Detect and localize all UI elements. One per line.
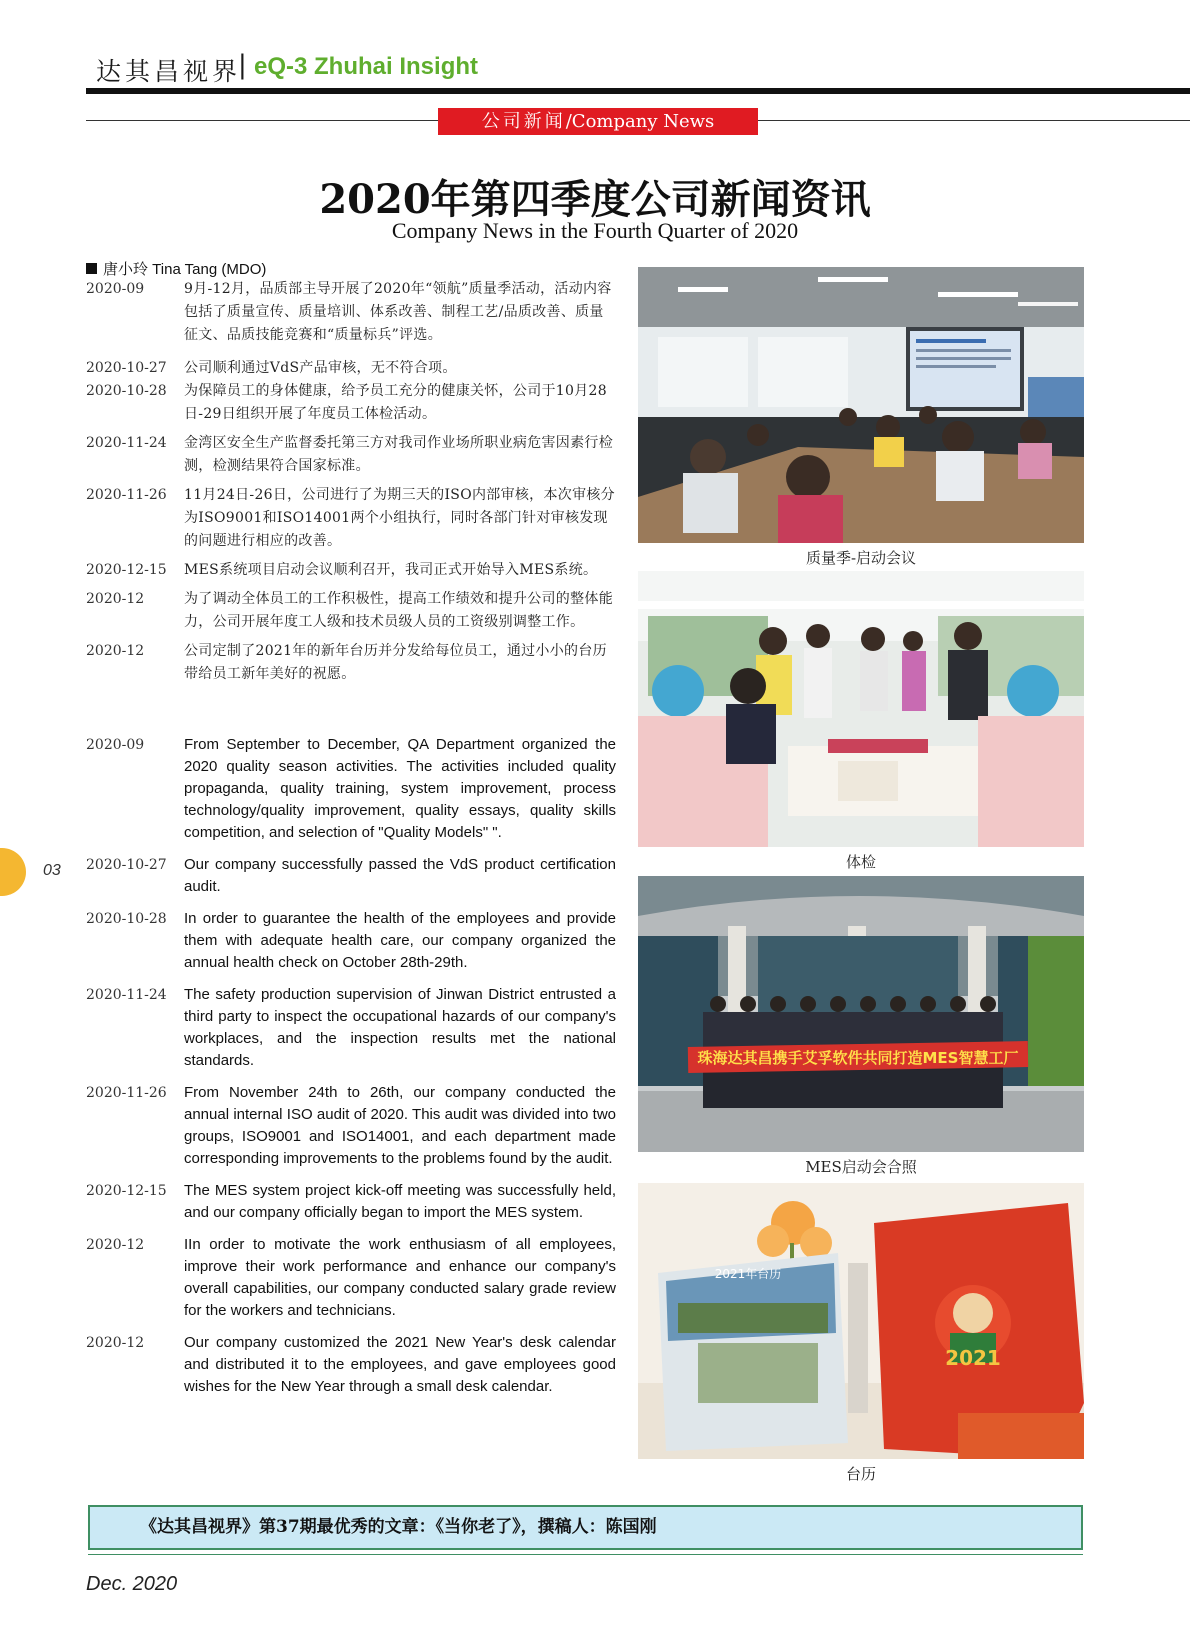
- news-item-en: [86, 1082, 616, 1170]
- news-text: In order to guarantee the health of the employees and provide them with adequate health care, our company organized the annual health check on October 28th-29th.: [184, 910, 616, 971]
- news-date: 2020-11-24: [86, 435, 167, 451]
- news-text: Our company customized the 2021 New Year's desk calendar and distributed it to the employees, and gave employees good wishes for the New Year through a small desk calendar.: [184, 1334, 616, 1395]
- news-item-cn: [86, 278, 616, 347]
- featured-article-banner: 《达其昌视界》第37期最优秀的文章：《当你老了》，撰稿人：陈国刚: [88, 1505, 1083, 1550]
- photo-caption: 质量季-启动会议: [805, 549, 917, 567]
- news-item-cn: [86, 559, 616, 582]
- news-text: The safety production supervision of Jinwan District entrusted a third party to inspect the occupational hazards of our company's workplaces, and the inspection results met the national standards.: [184, 986, 616, 1069]
- news-text: Our company successfully passed the VdS product certification audit.: [184, 856, 616, 895]
- photo-caption: MES启动会合照: [805, 1158, 917, 1176]
- news-item-cn: [86, 357, 616, 380]
- photo-kickoff-meeting: [638, 267, 1084, 543]
- photo-desk-calendar: [638, 1183, 1084, 1459]
- news-text: IIn order to motivate the work enthusiasm of all employees, improve their work performance and enhance our company's overall capabilities, our company conducted salary grade review for the workers and technicians.: [184, 1236, 616, 1319]
- news-text: 为了调动全体员工的工作积极性，提高工作绩效和提升公司的整体能力，公司开展年度工人级和技术员级人员的工资级别调整工作。: [184, 591, 613, 630]
- magazine-title-en: eQ-3 Zhuhai Insight: [254, 53, 479, 80]
- news-item-en: [86, 1332, 616, 1398]
- news-date: 2020-10-27: [86, 857, 167, 873]
- banner-underline: [88, 1554, 1083, 1555]
- header-separator: |: [238, 50, 247, 80]
- magazine-title-cn: 达其昌视界: [96, 57, 242, 86]
- news-date: 2020-12: [86, 591, 145, 607]
- article-title-en: Company News in the Fourth Quarter of 2020: [391, 218, 799, 243]
- news-text: 公司定制了2021年的新年台历并分发给每位员工，通过小小的台历带给员工新年美好的祝愿。: [184, 643, 607, 682]
- news-item-cn: [86, 640, 616, 686]
- section-label-cn: 公司新闻: [481, 111, 566, 132]
- page-tab-marker: [0, 848, 26, 896]
- mes-banner-text: 珠海达其昌携手艾孚软件共同打造MES智慧工厂: [697, 1049, 1019, 1067]
- news-text: From September to December, QA Department organized the 2020 quality season activities. The activities included quality propaganda, quality training, system improvement, process technology/quality improvement, quality essays, quality skills competition, and selection of "Quality Models" ".: [184, 736, 616, 841]
- photo-health-check: [638, 571, 1084, 847]
- square-bullet-icon: [86, 263, 97, 274]
- section-label-en: /Company News: [565, 111, 715, 132]
- page-number: 03: [43, 862, 61, 879]
- news-text: MES系统项目启动会议顺利召开，我司正式开始导入MES系统。: [184, 562, 598, 578]
- author-line: [86, 258, 266, 279]
- news-item-en: [86, 1234, 616, 1322]
- calendar-cover-text: 2021年台历: [714, 1267, 782, 1281]
- calendar-box-text: 2021: [945, 1346, 1001, 1370]
- news-text: The MES system project kick-off meeting was successfully held, and our company officially began to import the MES system.: [184, 1182, 616, 1221]
- news-date: 2020-12: [86, 643, 145, 659]
- news-date: 2020-12-15: [86, 1183, 167, 1199]
- news-text: 为保障员工的身体健康，给予员工充分的健康关怀，公司于10月28日-29日组织开展了年度员工体检活动。: [184, 383, 607, 422]
- news-list-en: [86, 734, 616, 1398]
- news-date: 2020-11-26: [86, 1085, 167, 1101]
- news-text: 9月-12月，品质部主导开展了2020年“领航”质量季活动，活动内容包括了质量宣传、质量培训、体系改善、制程工艺/品质改善、质量征文、品质技能竞赛和“质量标兵”评选。: [184, 281, 612, 343]
- photo-mes-group: [638, 876, 1084, 1152]
- news-date: 2020-11-26: [86, 487, 167, 503]
- news-text: From November 24th to 26th, our company conducted the annual internal ISO audit of 2020. This audit was divided into two groups, ISO9001 and ISO14001, and each department made corresponding improvements to the problems found by the audit.: [184, 1084, 616, 1167]
- section-divider-left: [86, 120, 438, 121]
- section-divider-right: [758, 120, 1190, 121]
- news-date: 2020-09: [86, 737, 145, 753]
- news-date: 2020-09: [86, 281, 145, 297]
- author-name: 唐小玲 Tina Tang (MDO): [103, 261, 267, 278]
- issue-date: Dec. 2020: [86, 1573, 178, 1595]
- news-item-en: [86, 1180, 616, 1224]
- news-item-en: [86, 984, 616, 1072]
- photo-caption: 台历: [845, 1465, 876, 1483]
- photo-caption: 体检: [845, 853, 876, 871]
- news-list-cn: [86, 278, 616, 686]
- news-date: 2020-10-28: [86, 911, 167, 927]
- news-item-cn: [86, 432, 616, 478]
- news-date: 2020-11-24: [86, 987, 167, 1003]
- news-item-en: [86, 908, 616, 974]
- news-item-cn: [86, 588, 616, 634]
- news-text: 11月24日-26日，公司进行了为期三天的ISO内部审核，本次审核分为ISO9001和ISO14001两个小组执行，同时各部门针对审核发现的问题进行相应的改善。: [184, 487, 615, 549]
- news-text: 公司顺利通过VdS产品审核，无不符合项。: [184, 360, 457, 376]
- header-rule: [86, 88, 1190, 94]
- news-item-en: [86, 854, 616, 898]
- news-date: 2020-12: [86, 1237, 145, 1253]
- news-text: 金湾区安全生产监督委托第三方对我司作业场所职业病危害因素行检测，检测结果符合国家标准。: [184, 435, 613, 474]
- news-date: 2020-12-15: [86, 562, 167, 578]
- section-label: [438, 108, 758, 135]
- news-item-en: [86, 734, 616, 844]
- news-date: 2020-12: [86, 1335, 145, 1351]
- news-date: 2020-10-27: [86, 360, 167, 376]
- article-title-cn: 2020年第四季度公司新闻资讯: [319, 176, 871, 223]
- news-item-cn: [86, 380, 616, 426]
- news-item-cn: [86, 484, 616, 553]
- news-date: 2020-10-28: [86, 383, 167, 399]
